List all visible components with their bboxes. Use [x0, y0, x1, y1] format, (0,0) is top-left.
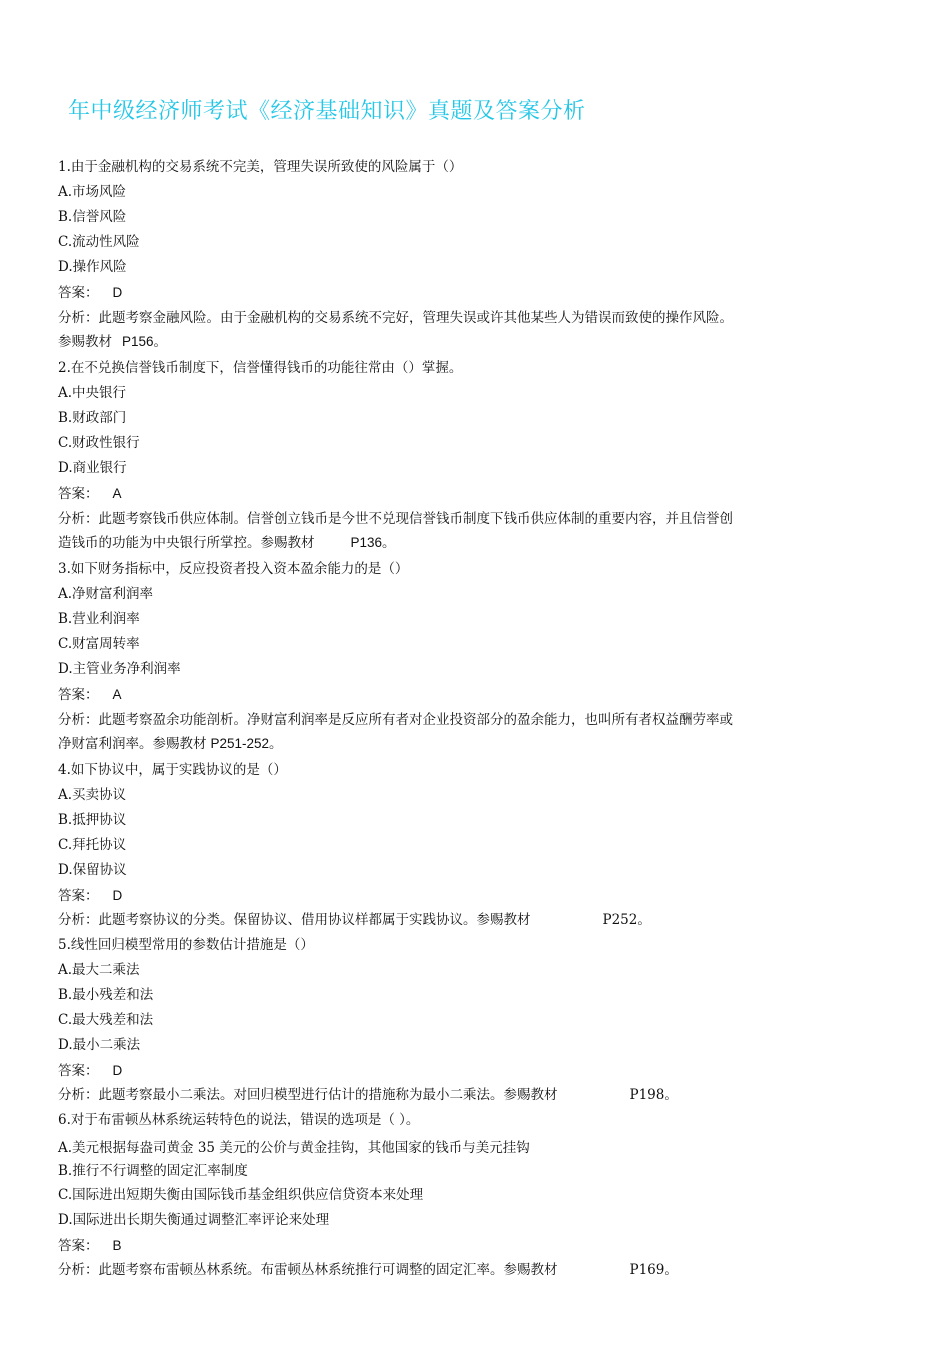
question-block	[58, 758, 818, 933]
analysis-ref-label: 净财富利润率。参赐教材	[58, 736, 207, 752]
option-b: B.抵押协议	[58, 812, 127, 828]
analysis-ref-label: 参赐教材	[58, 334, 112, 350]
answer-value: A	[112, 687, 122, 702]
option-c: C.财政性银行	[58, 435, 140, 451]
analysis-line-1: 分析：此题考察布雷顿丛林系统。布雷顿丛林系统推行可调整的固定汇率。参赐教材	[58, 1262, 558, 1278]
option-d: D.保留协议	[58, 862, 127, 878]
option-c: C.财富周转率	[58, 636, 140, 652]
option-a: A.最大二乘法	[58, 962, 140, 978]
answer-value: D	[112, 888, 123, 903]
option-d: D.最小二乘法	[58, 1037, 141, 1053]
analysis	[58, 1258, 818, 1283]
answer-label: 答案：	[58, 285, 99, 301]
question-stem: 4.如下协议中，属于实践协议的是（）	[58, 762, 287, 778]
option-a: A.净财富利润率	[58, 586, 154, 602]
document-title: 年中级经济师考试《经济基础知识》真题及答案分析	[68, 99, 586, 124]
answer-value: A	[112, 486, 122, 501]
option-c: C.流动性风险	[58, 234, 140, 250]
analysis-line-2	[58, 732, 808, 756]
option-b: B.最小残差和法	[58, 987, 154, 1003]
question-stem: 2.在不兑换信誉钱币制度下，信誉懂得钱币的功能往常由（）掌握。	[58, 360, 463, 376]
option-a: A.中央银行	[58, 385, 127, 401]
answer-value: D	[112, 285, 123, 300]
answer-line	[58, 481, 818, 506]
answer-line	[58, 280, 818, 305]
answer-value: D	[112, 1063, 123, 1078]
page-reference: P252。	[602, 912, 651, 928]
page-reference: P156。	[122, 334, 168, 349]
answer-label: 答案：	[58, 1238, 99, 1254]
option-c: C.国际进出短期失衡由国际钱币基金组织供应信贷资本来处理	[58, 1187, 424, 1203]
question-block	[58, 557, 818, 756]
analysis-line-1: 分析：此题考察钱币供应体制。信誉创立钱币是今世不兑现信誉钱币制度下钱币供应体制的重要内容，并且信誉创	[58, 511, 733, 527]
answer-value: B	[112, 1238, 122, 1253]
option-c: C.拜托协议	[58, 837, 127, 853]
page-reference: P169。	[629, 1262, 678, 1278]
answer-label: 答案：	[58, 1063, 99, 1079]
option-c: C.最大残差和法	[58, 1012, 154, 1028]
analysis-line-1: 分析：此题考察最小二乘法。对回归模型进行估计的措施称为最小二乘法。参赐教材	[58, 1087, 558, 1103]
analysis-ref-label: 造钱币的功能为中央银行所掌控。参赐教材	[58, 535, 315, 551]
option-a: A.市场风险	[58, 184, 127, 200]
question-block	[58, 933, 818, 1108]
page-reference: P136。	[350, 535, 396, 550]
answer-line	[58, 682, 818, 707]
option-d: D.主管业务净利润率	[58, 661, 181, 677]
analysis	[58, 1083, 818, 1108]
answer-label: 答案：	[58, 888, 99, 904]
answer-line	[58, 1058, 818, 1083]
analysis	[58, 908, 818, 933]
analysis-line-1: 分析：此题考察金融风险。由于金融机构的交易系统不完好，管理失误或许其他某些人为错误而致使的操作风险。	[58, 310, 733, 326]
analysis	[58, 709, 808, 756]
question-block	[58, 356, 818, 555]
question-block	[58, 155, 818, 354]
question-stem: 5.线性回归模型常用的参数估计措施是（）	[58, 937, 314, 953]
answer-label: 答案：	[58, 486, 99, 502]
analysis-line-2	[58, 330, 808, 354]
analysis-line-1: 分析：此题考察盈余功能剖析。净财富利润率是反应所有者对企业投资部分的盈余能力，也叫所有者权益酬劳率或	[58, 712, 733, 728]
analysis-line-2	[58, 531, 808, 555]
question-stem: 1.由于金融机构的交易系统不完美，管理失误所致使的风险属于（）	[58, 159, 463, 175]
option-b: B.推行不行调整的固定汇率制度	[58, 1163, 248, 1179]
analysis	[58, 307, 808, 354]
page-reference: P251-252。	[210, 736, 283, 751]
question-block	[58, 1108, 818, 1283]
option-b: B.营业利润率	[58, 611, 140, 627]
option-b: B.信誉风险	[58, 209, 127, 225]
analysis-line-1: 分析：此题考察协议的分类。保留协议、借用协议样都属于实践协议。参赐教材	[58, 912, 531, 928]
option-d: D.操作风险	[58, 259, 127, 275]
option-b: B.财政部门	[58, 410, 127, 426]
analysis	[58, 508, 808, 555]
question-list	[58, 155, 818, 1283]
option-a: A.买卖协议	[58, 787, 127, 803]
question-stem: 3.如下财务指标中，反应投资者投入资本盈余能力的是（）	[58, 561, 409, 577]
option-a: A.美元根据每盎司黄金 35 美元的公价与黄金挂钩，其他国家的钱币与美元挂钩	[58, 1140, 530, 1156]
answer-label: 答案：	[58, 687, 99, 703]
answer-line	[58, 883, 818, 908]
option-d: D.国际进出长期失衡通过调整汇率评论来处理	[58, 1212, 330, 1228]
answer-line	[58, 1233, 818, 1258]
option-d: D.商业银行	[58, 460, 127, 476]
question-stem: 6.对于布雷顿丛林系统运转特色的说法，错误的选项是（ ）。	[58, 1112, 420, 1128]
page-reference: P198。	[629, 1087, 678, 1103]
